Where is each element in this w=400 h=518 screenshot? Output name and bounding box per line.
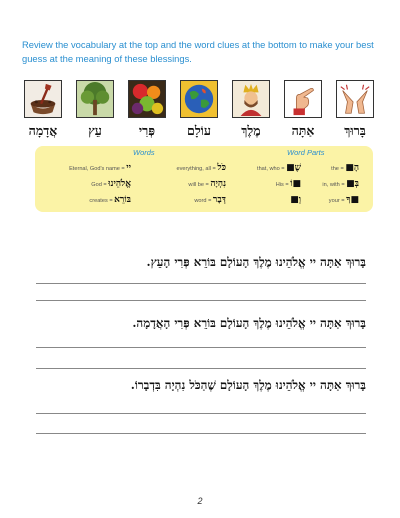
fruit-icon <box>128 80 166 118</box>
answer-line[interactable] <box>36 300 366 301</box>
clue-word-part: that, who = שֶׁ■ <box>257 163 301 173</box>
clue-word-part: your = ■ךָ <box>328 195 359 205</box>
clue-word: word = דְּבָר <box>194 195 226 205</box>
pointing-hand-icon <box>284 80 322 118</box>
answer-line[interactable] <box>36 413 366 414</box>
vocab-card-etz <box>74 80 116 142</box>
vocab-card-atah <box>282 80 324 142</box>
blessing-text: בָּרוּךְ אַתָּה יי אֱלֹהֵינוּ מֶלֶךְ הָעוֹלָם שֶׁהַכֹּל נִהְיָה בִּדְבָרוֹ. <box>130 378 366 392</box>
praying-hands-icon <box>336 80 374 118</box>
clue-word-part: the = הָ■ <box>331 163 359 173</box>
exercise-1 <box>36 255 366 305</box>
instructions-text: Review the vocabulary at the top and the word clues at the bottom to make your best guess at the meaning of these blessings. <box>22 39 374 64</box>
blessing-text: בָּרוּךְ אַתָּה יי אֱלֹהֵינוּ מֶלֶךְ הָעוֹלָם בּוֹרֵא פְּרִי הָאֲדָמָה. <box>132 316 366 330</box>
answer-line[interactable] <box>36 433 366 434</box>
clue-word-part: in, with = בְּ■ <box>322 179 359 189</box>
vocab-card-melekh <box>230 80 272 142</box>
clue-word-part: His = ■וֹ <box>275 179 301 189</box>
vocab-word-olam: עוֹלָם <box>187 123 211 138</box>
word-clue-box <box>35 146 373 212</box>
vocab-card-barukh <box>334 80 376 142</box>
clue-word-part: וְ■ <box>290 195 301 205</box>
vocab-word-etz: עֵץ <box>88 123 102 138</box>
vocab-word-pri: פְּרִי <box>138 123 156 138</box>
answer-line[interactable] <box>36 347 366 348</box>
page-number: 2 <box>197 496 203 506</box>
globe-icon <box>180 80 218 118</box>
tree-icon <box>76 80 114 118</box>
words-heading: Words <box>133 148 155 157</box>
vocab-word-adamah: אֲדָמָה <box>28 123 58 138</box>
king-icon <box>232 80 270 118</box>
vocab-card-pri <box>126 80 168 142</box>
vocab-word-melekh: מֶלֶךְ <box>241 123 261 138</box>
clue-word: will be = נִהְיָה <box>188 179 226 189</box>
clue-word: Eternal, God's name = יי <box>69 163 131 173</box>
answer-line[interactable] <box>36 283 366 284</box>
vocabulary-picture-row <box>22 80 378 142</box>
vocab-card-olam <box>178 80 220 142</box>
blessing-text: בָּרוּךְ אַתָּה יי אֱלֹהֵינוּ מֶלֶךְ הָעוֹלָם בּוֹרֵא פְּרִי הָעֵץ. <box>146 255 366 269</box>
soil-basket-icon <box>24 80 62 118</box>
vocab-card-adamah <box>22 80 64 142</box>
clue-word: God = אֱלֹהֵינוּ <box>91 179 131 189</box>
answer-line[interactable] <box>36 368 366 369</box>
exercise-3 <box>36 378 366 438</box>
exercise-2 <box>36 316 366 372</box>
vocab-word-atah: אַתָּה <box>291 123 315 138</box>
clue-word: creates = בּוֹרֵא <box>89 195 131 205</box>
clue-word: everything, all = כֹּל <box>176 163 226 173</box>
word-parts-heading: Word Parts <box>287 148 325 157</box>
vocab-word-barukh: בָּרוּךְ <box>344 123 366 138</box>
